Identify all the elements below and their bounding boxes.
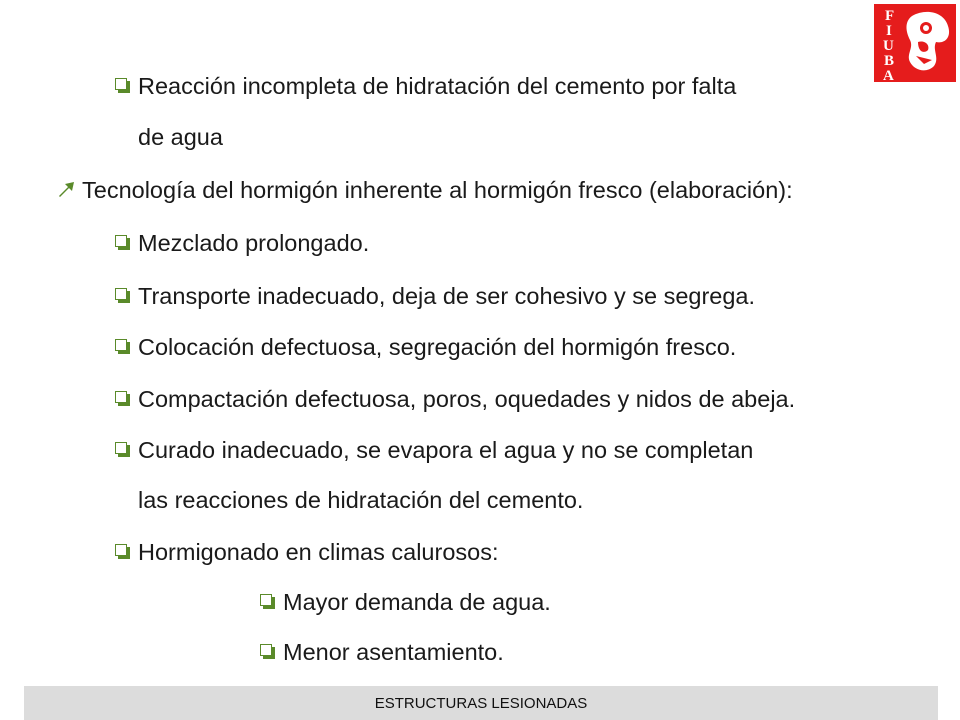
svg-text:B: B xyxy=(884,53,895,69)
bullet-item xyxy=(115,436,753,464)
bullet-text: Reacción incompleta de hidratación del cemento por falta xyxy=(138,73,737,99)
arrow-bullet-icon xyxy=(56,180,76,200)
sub-bullet-item xyxy=(260,638,504,666)
svg-text:A: A xyxy=(883,68,894,82)
sub-bullet-text: Mayor demanda de agua. xyxy=(283,589,551,615)
sub-bullet-text: Menor asentamiento. xyxy=(283,639,504,665)
bullet-item xyxy=(115,333,736,361)
square-bullet-icon xyxy=(115,235,132,252)
square-bullet-icon xyxy=(260,594,277,611)
svg-text:U: U xyxy=(883,38,894,54)
bullet-text: Colocación defectuosa, segregación del hormigón fresco. xyxy=(138,334,737,360)
main-bullet-item xyxy=(56,176,793,204)
sub-bullet-item xyxy=(260,588,551,616)
fiuba-logo-graphic xyxy=(874,4,956,82)
bullet-item xyxy=(115,72,736,100)
footer-bar xyxy=(24,686,938,720)
square-bullet-icon xyxy=(260,644,277,661)
bullet-text: Mezclado prolongado. xyxy=(138,230,370,256)
main-bullet-text: Tecnología del hormigón inherente al hormigón fresco (elaboración): xyxy=(82,177,793,203)
svg-text:I: I xyxy=(886,23,892,39)
footer-text: ESTRUCTURAS LESIONADAS xyxy=(374,694,588,712)
bullet-continuation xyxy=(138,486,583,514)
square-bullet-icon xyxy=(115,544,132,561)
bullet-item xyxy=(115,229,369,257)
bullet-text: las reacciones de hidratación del cemento. xyxy=(138,487,584,513)
bullet-text: Curado inadecuado, se evapora el agua y no se completan xyxy=(138,437,754,463)
bullet-continuation xyxy=(138,123,223,151)
svg-text:F: F xyxy=(885,8,895,24)
square-bullet-icon xyxy=(115,339,132,356)
bullet-text: de agua xyxy=(138,124,223,150)
square-bullet-icon xyxy=(115,391,132,408)
bullet-text: Transporte inadecuado, deja de ser cohesivo y se segrega. xyxy=(138,283,756,309)
bullet-item xyxy=(115,282,755,310)
bullet-text: Compactación defectuosa, poros, oquedades y nidos de abeja. xyxy=(138,386,796,412)
bullet-item xyxy=(115,385,795,413)
bullet-item xyxy=(115,538,499,566)
square-bullet-icon xyxy=(115,78,132,95)
square-bullet-icon xyxy=(115,442,132,459)
square-bullet-icon xyxy=(115,288,132,305)
bullet-text: Hormigonado en climas calurosos: xyxy=(138,539,499,565)
fiuba-logo xyxy=(874,4,956,82)
